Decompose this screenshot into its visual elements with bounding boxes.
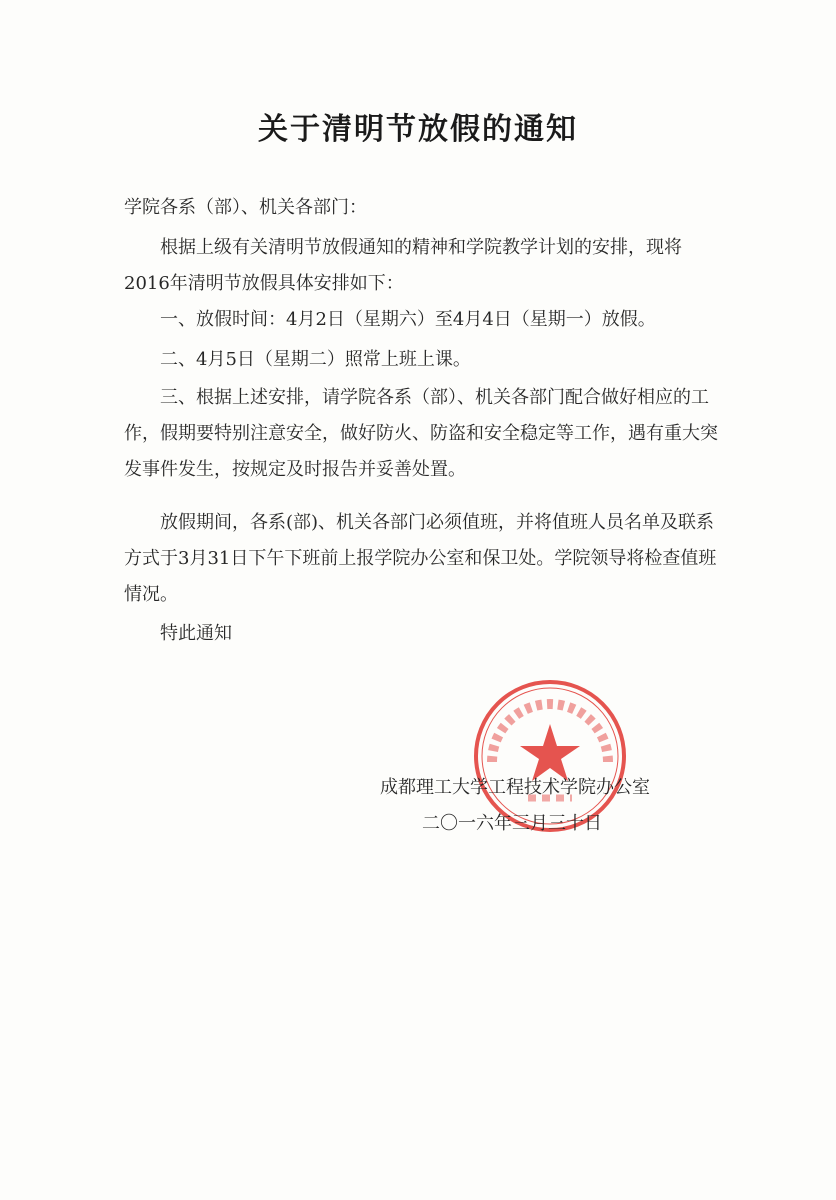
signature-organization: 成都理工大学工程技术学院办公室 (380, 777, 650, 798)
salutation: 学院各系（部）、机关各部门： (124, 197, 367, 218)
item-one: 一、放假时间：4月2日（星期六）至4月4日（星期一）放假。 (160, 309, 656, 330)
signature-block (380, 770, 740, 842)
signature-date: 二〇一六年三月三十日 (422, 813, 602, 834)
closing-remark: 特此通知 (160, 623, 232, 644)
duty-paragraph: 放假期间，各系(部)、机关各部门必须值班，并将值班人员名单及联系方式于3月31日下午下班前上报学院办公室和保卫处。学院领导将检查值班情况。 (124, 512, 717, 605)
item-two: 二、4月5日（星期二）照常上班上课。 (160, 349, 471, 370)
item-three: 三、根据上述安排，请学院各系（部）、机关各部门配合做好相应的工作，假期要特别注意安全，做好防火、防盗和安全稳定等工作，遇有重大突发事件发生，按规定及时报告并妥善处置。 (124, 387, 718, 480)
document-title: 关于清明节放假的通知 (258, 112, 578, 147)
intro-paragraph: 根据上级有关清明节放假通知的精神和学院教学计划的安排，现将2016年清明节放假具体安排如下： (124, 237, 682, 294)
